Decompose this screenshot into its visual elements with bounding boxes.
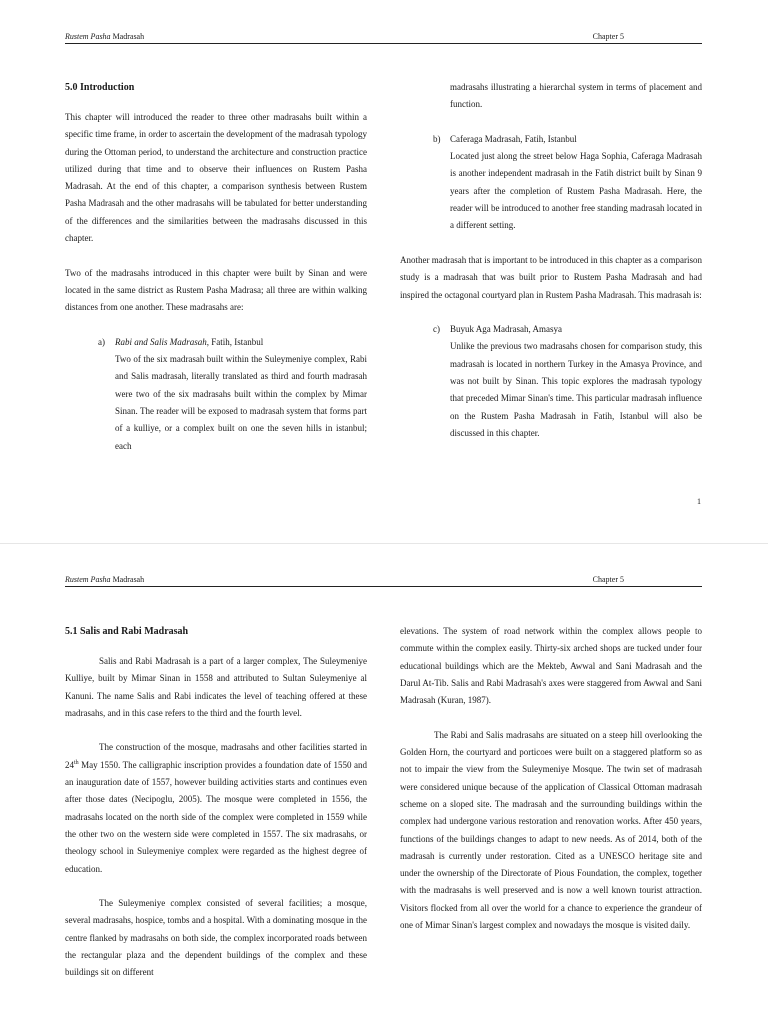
running-header (65, 32, 702, 44)
document-page-2 (0, 545, 768, 1024)
list-item-body: Located just along the street below Haga Sophia, Caferaga Madrasah is another independent madrasah in the Fatih district built by Sinan 9 years after the completion of Rustem Pasha Madrasah. Here, the reader will be introduced to another free standing madrasah located in a different setting. (450, 151, 702, 231)
running-header (65, 575, 702, 587)
left-column (65, 79, 367, 455)
list-item-body: Unlike the previous two madrasahs chosen for comparison study, this madrasah is located in northern Turkey in the Amasya Province, and was not built by Sinan. This topic explores the madrasah typology that preceded Mimar Sinan's time. This particular madrasah influence on the Rustem Pasha Madrasah in Fatih, Istanbul will also be discussed in this chapter. (450, 341, 702, 438)
list-marker: b) (433, 133, 441, 144)
list-item-b (433, 131, 702, 235)
header-chapter: Chapter 5 (592, 575, 624, 584)
list-marker: c) (433, 324, 440, 335)
paragraph: Two of the madrasahs introduced in this chapter were built by Sinan and were located in the same district as Rustem Pasha Madrasa; all three are within walking distances from one another. These madrasahs are: (65, 267, 367, 313)
section-heading: 5.1 Salis and Rabi Madrasah (65, 626, 189, 637)
header-title: Rustem Pasha Madrasah (65, 32, 145, 41)
paragraph: Another madrasah that is important to be introduced in this chapter as a comparison study is a madrasah that was built prior to Rustem Pasha Madrasah and had inspired the octagonal courtyard plan in Rustem Pasha Madrasah. This madrasah is: (400, 254, 702, 300)
header-rule (65, 586, 702, 587)
list-item-body: Two of the six madrasah built within the Suleymeniye complex, Rabi and Salis madrasah, literally translated as third and fourth madrasah were two of the six madrasahs built within the complex by Mimar Sinan. The reader will be exposed to madrasah system that forms part of a kulliye, or a complex built on one the seven hills in istanbul; each (115, 354, 367, 451)
list-item-a (98, 334, 367, 455)
list-marker: a) (98, 336, 105, 347)
header-rule (65, 43, 702, 44)
list-item-title: Caferaga Madrasah, Fatih, Istanbul (450, 133, 577, 144)
paragraph: The Rabi and Salis madrasahs are situated on a steep hill overlooking the Golden Horn, the courtyard and porticoes were built on a staggered platform so as not to impair the view from the Suleymeniye Mosque. The twin set of madrasah were considered unique because of the application of Classical Ottoman madrasah scheme on a sloped site. The madrasah and the surrounding buildings within the complex had undergone various restoration and renovation works. After 450 years, functions of the buildings changes to adapt to new needs. As of 2014, both of the madrasah is currently under restoration. Cited as a UNESCO heritage site and under the ownership of the Directorate of Pious Foundation, the complex, together with the madrasahs is well preserved and is now a well known tourist attraction. Visitors flocked from all over the world for a chance to experience the grandeur of one of Mimar Sinan's largest complex and nowadays the mosque is visited daily. (400, 729, 702, 931)
page-number: 1 (697, 497, 701, 506)
right-column (400, 623, 702, 934)
section-heading: 5.0 Introduction (65, 82, 135, 93)
page-separator (0, 543, 768, 544)
list-item-title: Buyuk Aga Madrasah, Amasya (450, 324, 562, 335)
header-chapter: Chapter 5 (592, 32, 624, 41)
list-item-c (433, 321, 702, 442)
left-column (65, 623, 367, 982)
intro-paragraph: This chapter will introduced the reader to three other madrasahs built within a specific time frame, in order to ascertain the development of the madrasah typology during the Ottoman period, to understand the architecture and construction practice utilized during that time and to observe their influences on Rustem Pasha Madrasah. At the end of this chapter, a comparison synthesis between Rustem Pasha Madrasah and the other madrasahs will be tabulated for better understanding of the differences and the similarities between the madrasahs discussed in this chapter. (65, 112, 367, 244)
paragraph: elevations. The system of road network within the complex allows people to commute within the complex easily. Thirty-six arched shops are tucked under four educational buildings which are the Mekteb, Awwal and Sani Madrasah and the Darul At-Tib. Salis and Rabi Madrasah's axes were staggered from Awwal and Sani Madrasah (Kuran, 1987). (400, 626, 702, 706)
header-title: Rustem Pasha Madrasah (65, 575, 145, 584)
list-item-title: Rabi and Salis Madrasah, Fatih, Istanbul (115, 336, 264, 347)
paragraph: Salis and Rabi Madrasah is a part of a larger complex, The Suleymeniye Kulliye, built by Mimar Sinan in 1558 and attributed to Sultan Suleymeniye al Kanuni. The name Salis and Rabi indicates the level of teaching offered at these madrasahs, and in this case refers to the third and the fourth level. (65, 656, 367, 718)
paragraph: The construction of the mosque, madrasahs and other facilities started in 24th May 1550. The calligraphic inscription provides a foundation date of 1550 and an inauguration date of 1557, however building activities starts and continues even after those dates (Necipoglu, 2005). The mosque were completed in 1556, the madrasahs located on the north side of the complex were completed in 1559 while the other two on the western side were completed in 1557. The six madrasahs, or theology school in Suleymeniye complex were regarded as the highest degree of education. (65, 742, 367, 874)
right-column (400, 79, 702, 442)
paragraph: The Suleymeniye complex consisted of several facilities; a mosque, several madrasahs, hospice, tombs and a hospital. With a dominating mosque in the centre flanked by madrasahs on both side, the complex incorporated roads between the rectangular plaza and the dependent buildings of the complex and these buildings sit on different (65, 898, 367, 978)
continued-text: madrasahs illustrating a hierarchal system in terms of placement and function. (450, 82, 702, 110)
